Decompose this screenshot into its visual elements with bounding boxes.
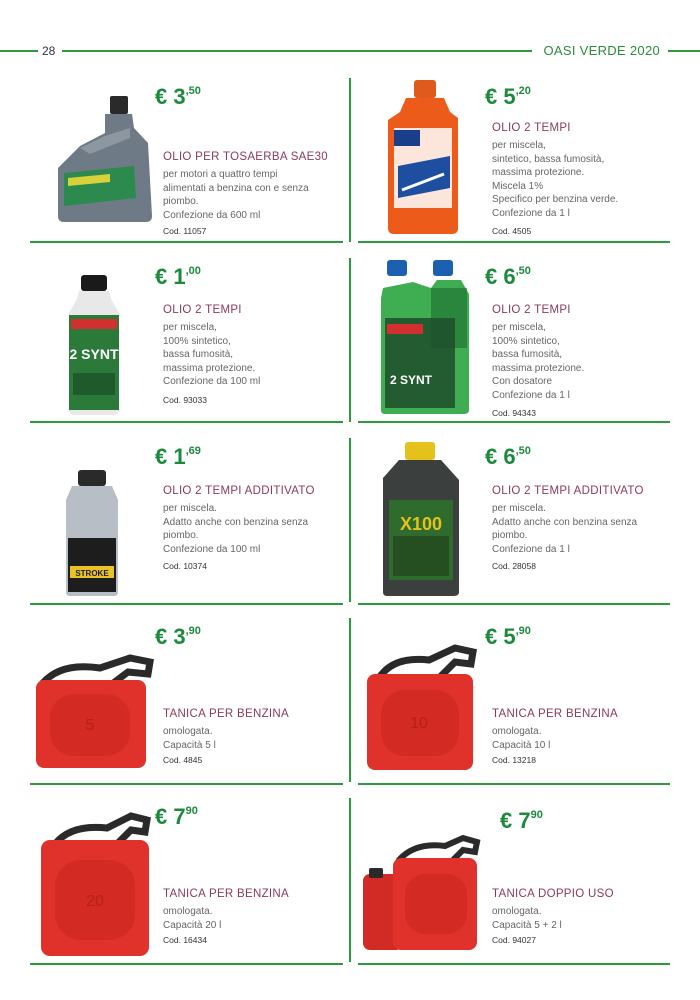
price-label xyxy=(485,264,531,290)
price-cents: ,00 xyxy=(185,265,201,277)
price-label xyxy=(155,84,201,110)
product-card xyxy=(359,618,679,783)
svg-text:20: 20 xyxy=(86,893,104,910)
price-label xyxy=(155,444,201,470)
product-card xyxy=(30,438,350,603)
svg-text:2 SYNT: 2 SYNT xyxy=(389,373,433,387)
price-cents: ,50 xyxy=(515,445,531,457)
product-card xyxy=(359,798,679,963)
price-label xyxy=(485,444,531,470)
price-label xyxy=(155,624,201,650)
price-label xyxy=(500,808,543,834)
svg-text:10: 10 xyxy=(410,715,428,732)
header-rule-middle xyxy=(62,50,532,52)
product-code: Cod. 93033 xyxy=(163,395,207,405)
product-title: OLIO PER TOSAERBA SAE30 xyxy=(163,151,328,163)
product-code: Cod. 28058 xyxy=(492,561,536,571)
product-description: per miscela. Adatto anche con benzina senza piombo. Confezione da 100 ml xyxy=(163,503,309,555)
svg-text:STROKE: STROKE xyxy=(75,569,109,578)
product-description: omologata. Capacità 10 l xyxy=(492,726,551,751)
brand-title: OASI VERDE 2020 xyxy=(540,43,665,58)
product-code: Cod. 94027 xyxy=(492,935,536,945)
jerrycan-image xyxy=(359,830,489,990)
product-card xyxy=(30,798,350,963)
price-integer: € 1 xyxy=(155,444,186,469)
product-card xyxy=(30,258,350,423)
product-card xyxy=(359,78,679,243)
jerrycan-image xyxy=(30,654,160,814)
price-label xyxy=(155,804,198,830)
price-cents: ,69 xyxy=(185,445,201,457)
product-description: omologata. Capacità 5 + 2 l xyxy=(492,906,562,931)
product-title: TANICA PER BENZINA xyxy=(163,708,289,720)
svg-text:2 SYNT: 2 SYNT xyxy=(69,346,119,362)
jerrycan-image xyxy=(359,642,489,802)
price-integer: € 3 xyxy=(155,84,186,109)
price-integer: € 5 xyxy=(485,624,516,649)
product-description: per motori a quattro tempi alimentati a benzina con e senza piombo. Confezione da 600 ml xyxy=(163,169,309,221)
product-title: TANICA DOPPIO USO xyxy=(492,888,614,900)
product-code: Cod. 4845 xyxy=(163,755,203,765)
product-card xyxy=(359,258,679,423)
product-code: Cod. 4505 xyxy=(492,226,532,236)
product-title: OLIO 2 TEMPI xyxy=(163,304,242,316)
product-description: per miscela, 100% sintetico, bassa fumosità, massima protezione. Con dosatore Confezione da 1 l xyxy=(492,322,585,401)
product-title: OLIO 2 TEMPI xyxy=(492,122,571,134)
price-integer: € 6 xyxy=(485,444,516,469)
product-title: TANICA PER BENZINA xyxy=(163,888,289,900)
price-cents: ,50 xyxy=(515,265,531,277)
oil-bottle-image xyxy=(50,88,180,248)
price-integer: € 5 xyxy=(485,84,516,109)
product-code: Cod. 16434 xyxy=(163,935,207,945)
price-integer: € 7 xyxy=(500,808,531,833)
price-cents: ,20 xyxy=(515,85,531,97)
product-title: TANICA PER BENZINA xyxy=(492,708,618,720)
product-code: Cod. 13218 xyxy=(492,755,536,765)
product-card xyxy=(30,618,350,783)
page-number: 28 xyxy=(38,44,59,58)
product-code: Cod. 94343 xyxy=(492,408,536,418)
svg-text:5: 5 xyxy=(85,717,95,734)
product-description: per miscela, 100% sintetico, bassa fumosità, massima protezione. Confezione da 100 ml xyxy=(163,322,261,388)
price-integer: € 7 xyxy=(155,804,186,829)
header-rule-right xyxy=(668,50,700,52)
product-title: OLIO 2 TEMPI ADDITIVATO xyxy=(492,485,644,497)
price-cents: ,90 xyxy=(185,625,201,637)
product-description: per miscela, sintetico, bassa fumosità, massima protezione. Miscela 1% Specifico per benzina verde. Confezione da 1 l xyxy=(492,140,619,219)
product-code: Cod. 11057 xyxy=(163,226,207,236)
product-title: OLIO 2 TEMPI xyxy=(492,304,571,316)
price-label xyxy=(155,264,201,290)
price-cents: 90 xyxy=(530,809,543,821)
product-description: omologata. Capacità 5 l xyxy=(163,726,216,751)
price-integer: € 6 xyxy=(485,264,516,289)
product-description: per miscela. Adatto anche con benzina senza piombo. Confezione da 1 l xyxy=(492,503,638,555)
price-cents: ,50 xyxy=(185,85,201,97)
price-integer: € 1 xyxy=(155,264,186,289)
svg-text:X100: X100 xyxy=(399,514,443,534)
product-card xyxy=(30,78,350,243)
row-separator xyxy=(358,603,670,605)
header-rule-left xyxy=(0,50,40,52)
product-description: omologata. Capacità 20 l xyxy=(163,906,222,931)
jerrycan-image xyxy=(35,810,165,970)
price-cents: ,90 xyxy=(515,625,531,637)
price-label xyxy=(485,84,531,110)
price-label xyxy=(485,624,531,650)
price-cents: 90 xyxy=(185,805,198,817)
price-integer: € 3 xyxy=(155,624,186,649)
product-title: OLIO 2 TEMPI ADDITIVATO xyxy=(163,485,315,497)
product-card xyxy=(359,438,679,603)
product-code: Cod. 10374 xyxy=(163,561,207,571)
